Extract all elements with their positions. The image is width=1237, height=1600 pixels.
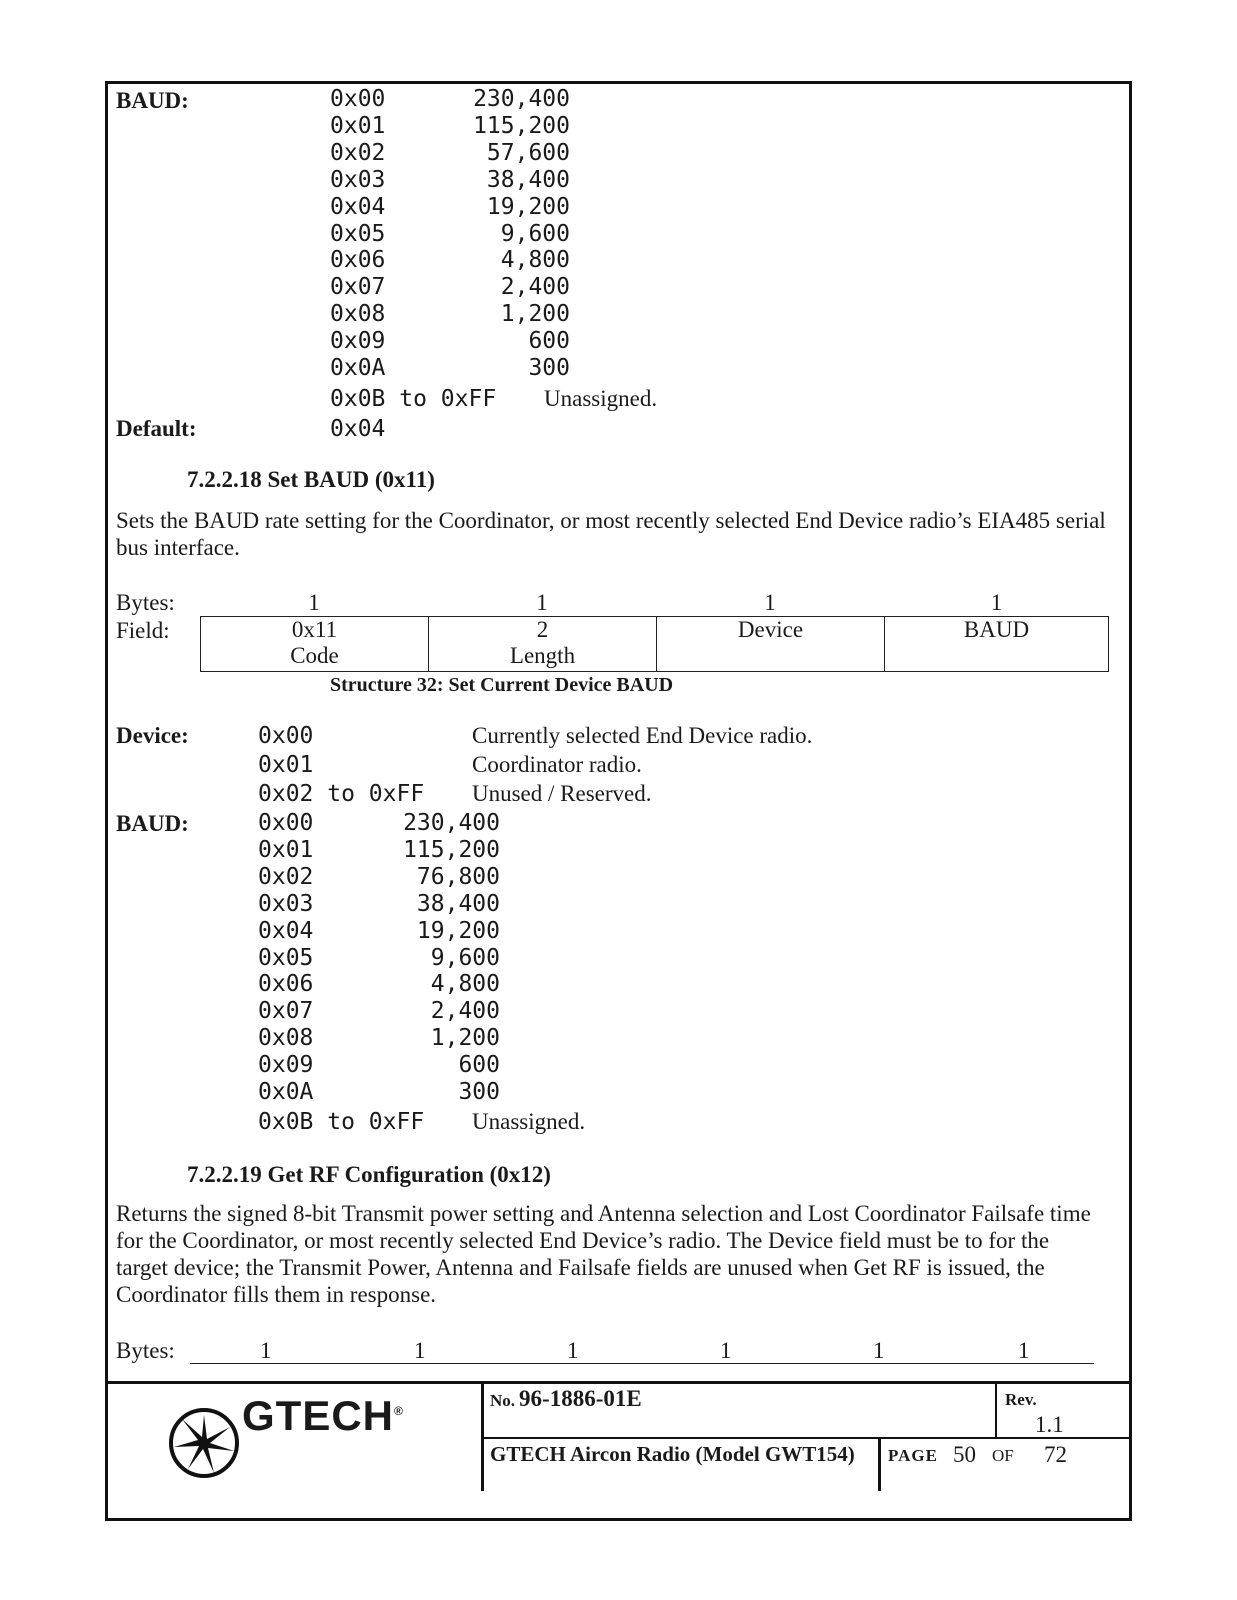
device-label: Device: <box>116 723 189 748</box>
get-rf-byte: 1 <box>1018 1338 1030 1363</box>
baud-code: 0x07 <box>330 274 386 301</box>
baud-value: 600 <box>458 1052 500 1079</box>
device-code: 0x02 to 0xFF <box>258 781 425 807</box>
baud-value: 38,400 <box>416 890 500 917</box>
baud-value: 9,600 <box>500 220 570 247</box>
get-rf-description: Returns the signed 8-bit Transmit power setting and Antenna selection and Lost Coordinator Failsafe time for the Coordinator, or most recently selected End Device’s radio. The Device field must be to for the target device; the Transmit Power, Antenna and Failsafe fields are unused when Get RF is issued, the Coordinator fills them in response. <box>116 1201 1091 1307</box>
baud-value: 4,800 <box>430 971 500 998</box>
set-baud-byte-4: 1 <box>990 590 1003 615</box>
baud-code: 0x05 <box>258 944 314 971</box>
set-baud-byte-1: 1 <box>308 590 320 615</box>
total-pages: 72 <box>1044 1442 1067 1467</box>
field-length-value: 2 <box>536 617 549 642</box>
baud-code: 0x0A <box>258 1079 314 1105</box>
baud-code: 0x0A <box>330 355 386 381</box>
set-baud-description: Sets the BAUD rate setting for the Coordinator, or most recently selected End Device radio’s EIA485 serial bus interface. <box>116 508 1106 560</box>
footer-divider-1 <box>481 1381 484 1491</box>
gtech-star-icon <box>168 1407 240 1479</box>
baud-code: 0x08 <box>330 301 386 328</box>
baud-label: BAUD: <box>116 811 189 836</box>
baud-code: 0x04 <box>258 917 314 944</box>
baud-code: 0x05 <box>330 220 386 247</box>
structure-caption: Structure 32: Set Current Device BAUD <box>330 674 674 696</box>
device-desc: Currently selected End Device radio. <box>472 723 813 748</box>
logo-text: GTECH <box>242 1392 394 1439</box>
baud-code: 0x00 <box>258 810 314 836</box>
get-rf-byte: 1 <box>260 1338 272 1363</box>
field-cell-baud <box>884 616 1109 672</box>
field-cell-device <box>656 616 885 672</box>
baud-code: 0x07 <box>258 998 314 1025</box>
get-rf-byte: 1 <box>567 1338 579 1363</box>
rev-value: 1.1 <box>1035 1412 1064 1437</box>
footer-top-rule <box>105 1381 1132 1384</box>
device-desc: Unused / Reserved. <box>472 781 652 806</box>
page-number: 50 <box>953 1442 976 1467</box>
set-baud-bytes-label: Bytes: <box>116 590 175 615</box>
baud-value: 2,400 <box>430 998 500 1025</box>
field-code-value: 0x11 <box>291 617 338 642</box>
device-code: 0x00 <box>258 723 314 749</box>
get-rf-byte: 1 <box>720 1338 732 1363</box>
baud-value: 2,400 <box>500 274 570 301</box>
baud-value: 230,400 <box>403 810 500 836</box>
section-heading-set-baud: 7.2.2.18 Set BAUD (0x11) <box>187 467 435 492</box>
device-code: 0x01 <box>258 752 314 778</box>
field-code-name: Code <box>290 643 339 668</box>
no-label: No. <box>490 1391 516 1410</box>
baud-value: 300 <box>528 355 570 381</box>
baud-value: 115,200 <box>473 112 570 139</box>
baud-value: 9,600 <box>430 944 500 971</box>
baud-code: 0x02 <box>330 139 386 166</box>
baud-code: 0x00 <box>330 86 386 112</box>
field-device-name: Device <box>737 617 804 642</box>
baud-value: 600 <box>528 328 570 355</box>
baud-value: 1,200 <box>500 301 570 328</box>
device-desc: Coordinator radio. <box>472 752 642 777</box>
set-baud-range-code: 0x0B to 0xFF <box>258 1109 425 1135</box>
get-rf-byte: 1 <box>873 1338 885 1363</box>
of-label: OF <box>992 1446 1014 1465</box>
doc-number: 96-1886-01E <box>519 1386 642 1411</box>
baud-value: 38,400 <box>486 166 570 193</box>
field-cell-code <box>200 616 429 672</box>
baud-code: 0x08 <box>258 1025 314 1052</box>
baud-value: 76,800 <box>416 863 500 890</box>
baud-code: 0x04 <box>330 193 386 220</box>
set-baud-byte-3: 1 <box>764 590 776 615</box>
baud-value: 230,400 <box>473 86 570 112</box>
field-length-name: Length <box>509 643 576 668</box>
footer-divider-page <box>878 1437 881 1491</box>
baud-value: 4,800 <box>500 247 570 274</box>
set-baud-field-label: Field: <box>116 618 170 643</box>
footer-divider-rev <box>995 1381 997 1438</box>
section-heading-get-rf: 7.2.2.19 Get RF Configuration (0x12) <box>187 1162 551 1187</box>
baud-code: 0x06 <box>258 971 314 998</box>
default-label: Default: <box>116 416 197 441</box>
set-baud-range-desc: Unassigned. <box>472 1109 586 1134</box>
top-baud-range-desc: Unassigned. <box>544 386 658 411</box>
rev-label: Rev. <box>1005 1390 1037 1409</box>
baud-code: 0x09 <box>258 1052 314 1079</box>
top-baud-label: BAUD: <box>116 88 189 113</box>
page-label: PAGE <box>888 1446 938 1465</box>
baud-code: 0x01 <box>330 112 386 139</box>
logo-wordmark <box>242 1392 404 1440</box>
baud-value: 300 <box>458 1079 500 1105</box>
baud-code: 0x01 <box>258 836 314 863</box>
baud-value: 19,200 <box>416 917 500 944</box>
baud-value: 19,200 <box>486 193 570 220</box>
baud-code: 0x06 <box>330 247 386 274</box>
baud-code: 0x03 <box>258 890 314 917</box>
top-baud-range-code: 0x0B to 0xFF <box>330 386 497 412</box>
registered-mark: ® <box>394 1404 404 1418</box>
baud-value: 115,200 <box>403 836 500 863</box>
field-cell-length <box>428 616 657 672</box>
field-baud-name: BAUD <box>963 617 1030 642</box>
get-rf-byte: 1 <box>414 1338 426 1363</box>
baud-value: 57,600 <box>486 139 570 166</box>
default-value: 0x04 <box>330 416 386 442</box>
get-rf-bytes-rule <box>190 1363 1094 1364</box>
get-rf-bytes-label: Bytes: <box>116 1338 175 1363</box>
gtech-logo <box>160 1389 240 1484</box>
baud-value: 1,200 <box>430 1025 500 1052</box>
doc-number-block <box>490 1386 642 1412</box>
baud-code: 0x03 <box>330 166 386 193</box>
baud-code: 0x09 <box>330 328 386 355</box>
set-baud-byte-2: 1 <box>536 590 548 615</box>
doc-title: GTECH Aircon Radio (Model GWT154) <box>490 1442 855 1466</box>
baud-code: 0x02 <box>258 863 314 890</box>
